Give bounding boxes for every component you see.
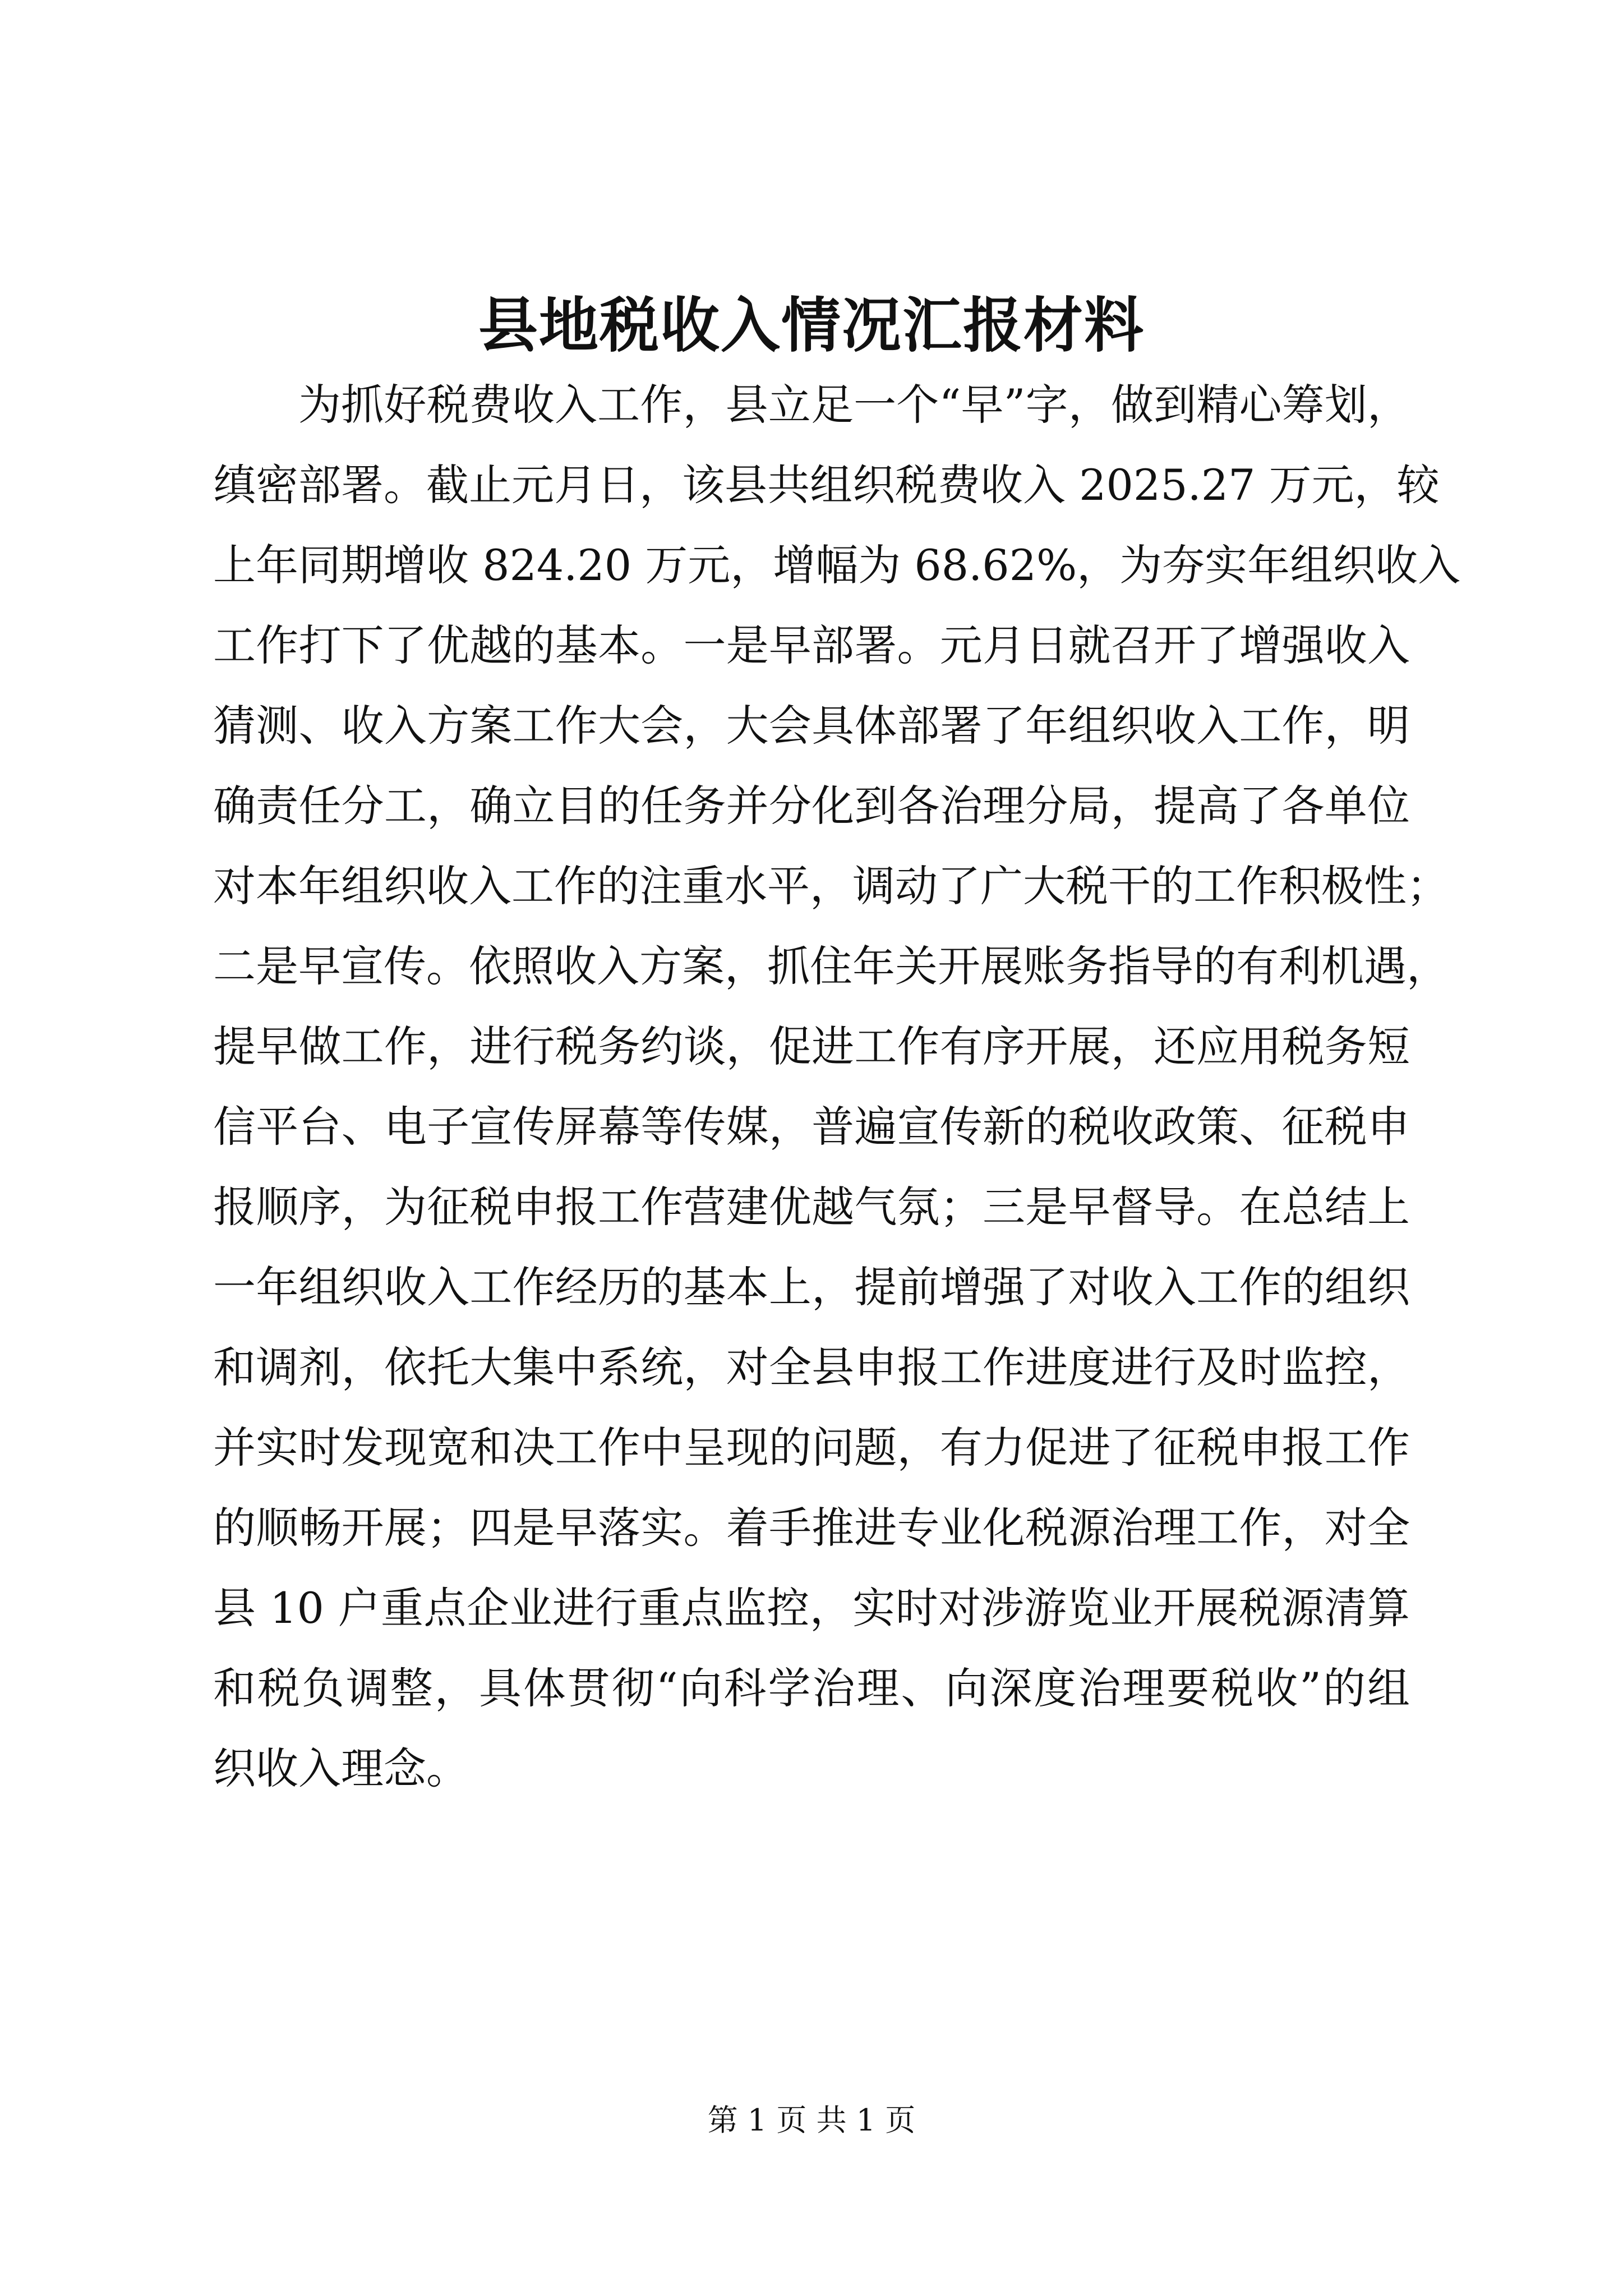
body-line: 报顺序，为征税申报工作营建优越气氛；三是早督导。在总结上 xyxy=(213,1182,1410,1232)
body-line: 猜测、收入方案工作大会，大会具体部署了年组织收入工作，明 xyxy=(213,701,1410,751)
body-line: 一年组织收入工作经历的基本上，提前增强了对收入工作的组织 xyxy=(213,1262,1410,1312)
body-line: 缜密部署。截止元月日，该县共组织税费收入 2025.27 万元，较 xyxy=(213,460,1440,510)
body-line: 信平台、电子宣传屏幕等传媒，普遍宣传新的税收政策、征税申 xyxy=(213,1102,1410,1152)
page-footer: 第 1 页 共 1 页 xyxy=(707,2102,916,2138)
body-line: 对本年组织收入工作的注重水平，调动了广大税干的工作积极性； xyxy=(213,861,1449,911)
body-line: 和税负调整，具体贯彻“向科学治理、向深度治理要税收”的组 xyxy=(213,1663,1410,1713)
document-body xyxy=(213,365,1461,1809)
body-line: 织收入理念。 xyxy=(213,1743,469,1793)
body-line: 并实时发现宽和决工作中呈现的问题，有力促进了征税申报工作 xyxy=(213,1423,1410,1473)
body-line: 确责任分工，确立目的任务并分化到各治理分局，提高了各单位 xyxy=(213,781,1410,831)
body-line: 的顺畅开展；四是早落实。着手推进专业化税源治理工作，对全 xyxy=(213,1503,1410,1553)
body-line: 上年同期增收 824.20 万元，增幅为 68.62%，为夯实年组织收入 xyxy=(213,540,1461,590)
body-line: 二是早宣传。依照收入方案，抓住年关开展账务指导的有利机遇， xyxy=(213,941,1449,991)
body-line: 县 10 户重点企业进行重点监控，实时对涉游览业开展税源清算 xyxy=(213,1583,1410,1633)
body-line: 为抓好税费收入工作，县立足一个“早”字，做到精心筹划， xyxy=(298,380,1410,430)
body-line: 工作打下了优越的基本。一是早部署。元月日就召开了增强收入 xyxy=(213,620,1410,670)
document-title: 县地税收入情况汇报材料 xyxy=(478,290,1145,360)
body-line: 和调剂，依托大集中系统，对全县申报工作进度进行及时监控， xyxy=(213,1342,1410,1392)
body-line: 提早做工作，进行税务约谈，促进工作有序开展，还应用税务短 xyxy=(213,1022,1410,1071)
